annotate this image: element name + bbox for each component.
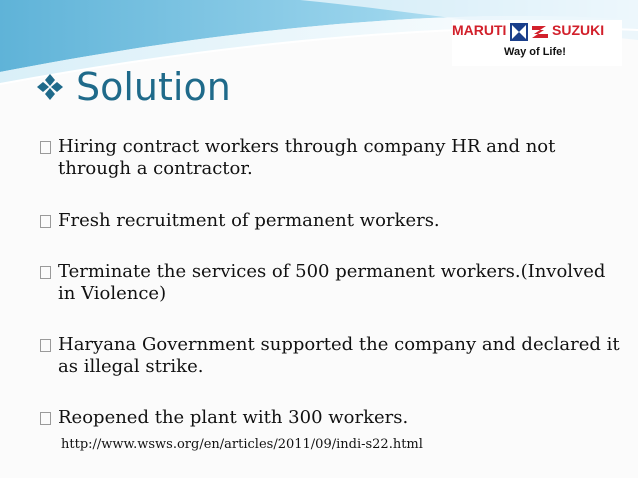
box-bullet-icon	[40, 412, 51, 425]
bullet-item	[40, 136, 620, 180]
box-bullet-icon	[40, 215, 51, 228]
logo-suzuki-text: SUZUKI	[552, 22, 605, 38]
diamond-quad-icon	[36, 73, 64, 101]
bullet-item	[40, 210, 620, 232]
bullet-list	[40, 136, 620, 429]
bullet-item	[40, 334, 620, 378]
slide-title-text: Solution	[76, 65, 231, 109]
slide-title	[36, 62, 231, 112]
box-bullet-icon	[40, 339, 51, 352]
bullet-text: Fresh recruitment of permanent workers.	[58, 210, 440, 231]
bullet-text: Terminate the services of 500 permanent workers.(Involved in Violence)	[58, 261, 606, 304]
maruti-suzuki-logo	[452, 20, 622, 66]
logo-maruti-text: MARUTI	[452, 22, 507, 38]
bullet-item	[40, 407, 620, 429]
source-url-link[interactable]: http://www.wsws.org/en/articles/2011/09/indi-s22.html	[61, 437, 423, 452]
bullet-text: Hiring contract workers through company HR and not through a contractor.	[58, 136, 556, 179]
box-bullet-icon	[40, 266, 51, 279]
bullet-text: Reopened the plant with 300 workers.	[58, 407, 409, 428]
bullet-text: Haryana Government supported the company and declared it as illegal strike.	[58, 334, 620, 377]
bullet-item	[40, 261, 620, 305]
suzuki-s-mark-icon	[510, 22, 550, 42]
box-bullet-icon	[40, 141, 51, 154]
logo-tagline: Way of Life!	[504, 46, 566, 58]
